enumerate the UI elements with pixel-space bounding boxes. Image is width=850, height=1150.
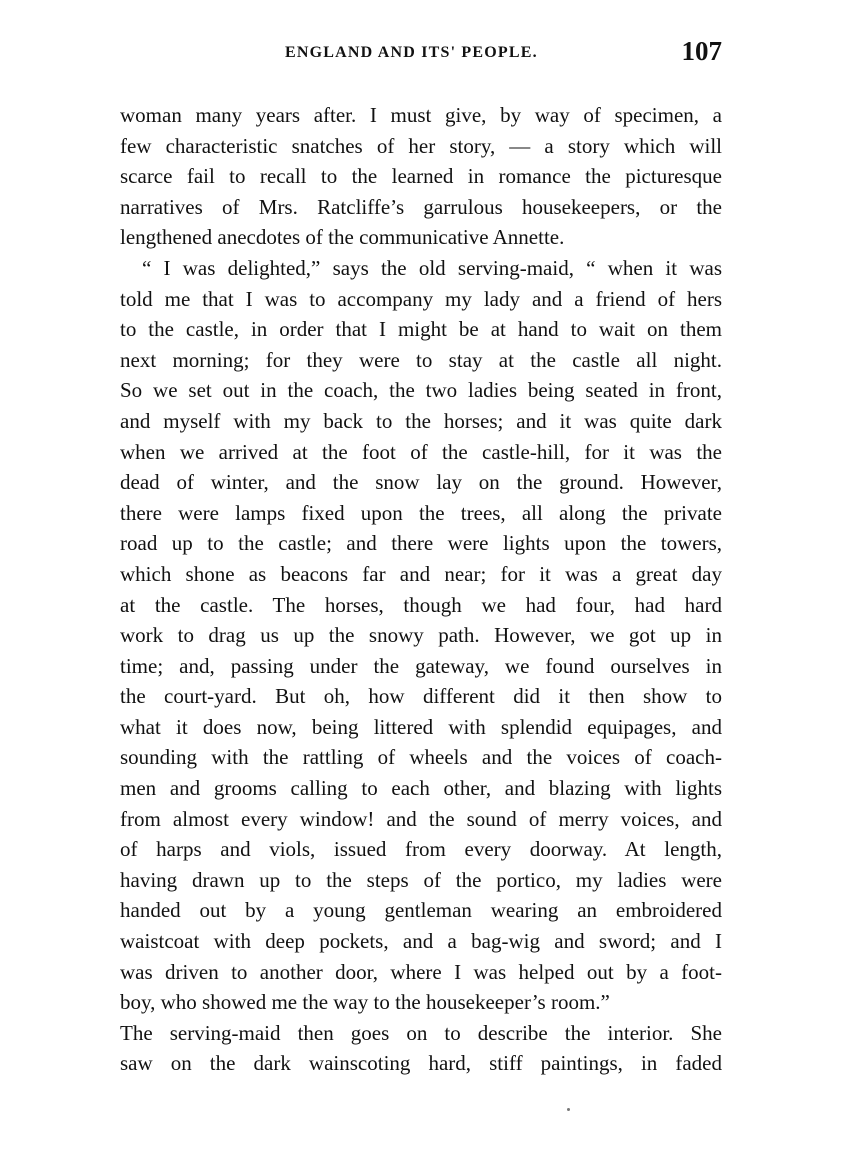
text-line: waistcoat with deep pockets, and a bag-wig and sword; and I (120, 929, 722, 954)
text-line: to the castle, in order that I might be at hand to wait on them (120, 317, 722, 342)
text-line: woman many years after. I must give, by way of specimen, a (120, 103, 722, 127)
text-line: men and grooms calling to each other, and blazing with lights (120, 776, 722, 801)
body-text (120, 100, 722, 1079)
text-line: The serving-maid then goes on to describe the interior. She (120, 1020, 722, 1045)
text-line: told me that I was to accompany my lady and a friend of hers (120, 286, 722, 311)
text-line: lengthened anecdotes of the communicative Annette. (120, 225, 565, 250)
text-line: work to drag us up the snowy path. However, we got up in (120, 623, 722, 648)
text-line: So we set out in the coach, the two ladies being seated in front, (120, 378, 722, 403)
text-line: which shone as beacons far and near; for it was a great day (120, 561, 722, 586)
running-head (120, 38, 722, 70)
text-line: few characteristic snatches of her story, — a story which will (120, 133, 722, 158)
page-number: 107 (681, 36, 722, 66)
text-line: time; and, passing under the gateway, we found ourselves in (120, 653, 722, 678)
text-line: there were lamps fixed upon the trees, all along the private (120, 500, 722, 525)
text-line: and myself with my back to the horses; and it was quite dark (120, 408, 722, 433)
text-line: saw on the dark wainscoting hard, stiff paintings, in faded (120, 1051, 722, 1076)
text-line: when we arrived at the foot of the castle-hill, for it was the (120, 439, 722, 464)
text-line: dead of winter, and the snow lay on the ground. However, (120, 470, 722, 495)
text-line: of harps and viols, issued from every doorway. At length, (120, 837, 722, 862)
text-line: was driven to another door, where I was helped out by a foot- (120, 959, 722, 984)
running-title: ENGLAND AND ITS' PEOPLE. (285, 44, 538, 61)
text-line: having drawn up to the steps of the portico, my ladies were (120, 867, 722, 892)
text-line: handed out by a young gentleman wearing an embroidered (120, 898, 722, 923)
text-line: at the castle. The horses, though we had four, had hard (120, 592, 722, 617)
text-line: from almost every window! and the sound of merry voices, and (120, 806, 722, 831)
text-line: “ I was delighted,” says the old serving-maid, “ when it was (142, 255, 722, 280)
text-line: what it does now, being littered with splendid equipages, and (120, 714, 722, 739)
text-line: road up to the castle; and there were lights upon the towers, (120, 531, 722, 556)
text-line: sounding with the rattling of wheels and the voices of coach- (120, 745, 722, 770)
text-line: the court-yard. But oh, how different did it then show to (120, 684, 722, 709)
text-line: boy, who showed me the way to the housekeeper’s room.” (120, 990, 610, 1015)
text-line: next morning; for they were to stay at the castle all night. (120, 347, 722, 372)
text-line: scarce fail to recall to the learned in romance the picturesque (120, 164, 722, 189)
print-speck (567, 1108, 570, 1111)
text-line: narratives of Mrs. Ratcliffe’s garrulous housekeepers, or the (120, 194, 722, 219)
